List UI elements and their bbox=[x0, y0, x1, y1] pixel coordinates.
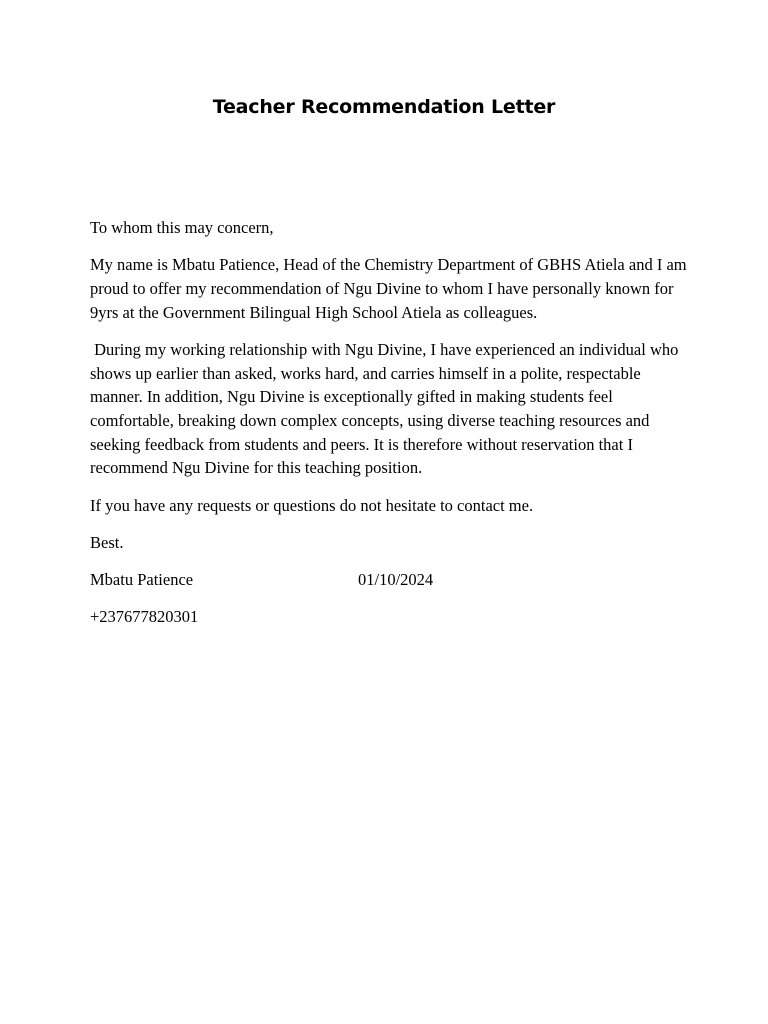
intro-paragraph: My name is Mbatu Patience, Head of the Chemistry Department of GBHS Atiela and I am proud to offer my recommendation of Ngu Divine to whom I have personally known for 9yrs at the Government Bilingual High School Atiela as colleagues. bbox=[90, 255, 687, 322]
contact-paragraph: If you have any requests or questions do not hesitate to contact me. bbox=[90, 495, 534, 515]
letter-date: 01/10/2024 bbox=[358, 569, 434, 589]
letter-body bbox=[90, 216, 690, 642]
signer-name: Mbatu Patience bbox=[90, 569, 194, 589]
salutation: To whom this may concern, bbox=[90, 218, 274, 237]
page-title: Teacher Recommendation Letter bbox=[212, 96, 556, 118]
phone-number: +237677820301 bbox=[90, 607, 199, 627]
closing: Best. bbox=[90, 532, 124, 552]
experience-paragraph: During my working relationship with Ngu Divine, I have experienced an individual who shows up earlier than asked, works hard, and carries himself in a polite, respectable manner. In addition, Ngu Divine is exceptionally gifted in making students feel comfortable, breaking down complex concepts, using diverse teaching resources and seeking feedback from students and peers. It is therefore without reservation that I recommend Ngu Divine for this teaching position. bbox=[90, 339, 679, 478]
signature-row bbox=[90, 568, 690, 592]
